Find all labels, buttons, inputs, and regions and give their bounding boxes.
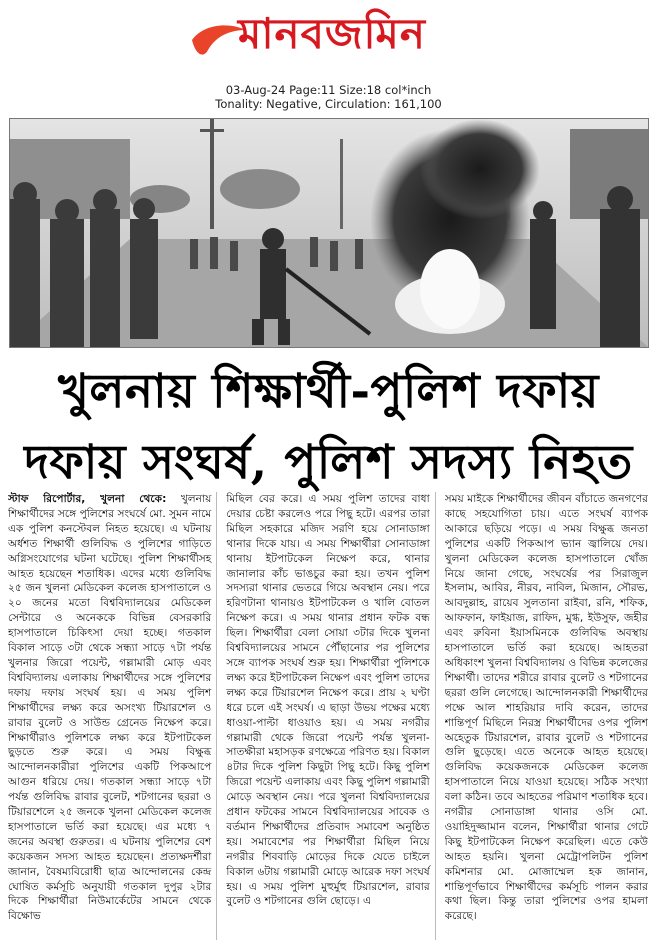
tonality-circulation: Tonality: Negative, Circulation: 161,100 <box>215 97 442 111</box>
headline-line-2: দফায় সংঘর্ষ, পুলিশ সদস্য নিহত <box>24 435 633 490</box>
article-body <box>8 492 648 940</box>
headline <box>6 356 651 498</box>
byline: স্টাফ রিপোর্টার, খুলনা থেকে: <box>8 493 167 505</box>
masthead <box>0 0 657 111</box>
news-photo <box>9 118 649 348</box>
headline-line-1: খুলনায় শিক্ষার্থী-পুলিশ দফায় <box>58 364 599 419</box>
article-text-2: মিছিল বের করে। এ সময় পুলিশ তাদের বাধা দেয়ার চেষ্টা করলেও পরে পিছু হটে। এরপর তারা মিছিল সহকারে মজিদ সরণি হয়ে সোনাডাঙ্গা থানার দিকে যায়। এ সময় শিক্ষার্থীরা সোনাডাঙ্গা থানায় ইটপাটকেল নিক্ষেপ করে, থানার জানালার কাঁচ ভাঙচুর করা হয়। তখন পুলিশ সদস্যরা থানার ভেতরে গিয়ে অবস্থান নেয়। পরে হরিণটানা থানায়ও ইটপাটকেল ও খালি বোতল নিক্ষেপ করে। এ সময় থানার প্রধান ফটক বন্ধ ছিল। শিক্ষার্থীরা বেলা সোয়া ৩টার দিকে খুলনা বিশ্ববিদ্যালয়ের সামনে পৌঁছানোর পর পুলিশের সঙ্গে ব্যাপক সংঘর্ষ শুরু হয়। শিক্ষার্থীরা পুলিশকে লক্ষ্য করে ইটপাটকেল নিক্ষেপ এবং পুলিশ তাদের লক্ষ্য করে টিয়ারশেল নিক্ষেপ করে। প্রায় ২ ঘণ্টা ধরে চলে এই সংঘর্ষ। এ ছাড়া উভয় পক্ষের মধ্যে ধাওয়া-পাল্টা ধাওয়াও হয়। এ সময় নগরীর গল্লামারী থেকে জিরো পয়েন্ট পর্যন্ত খুলনা-সাতক্ষীরা মহাসড়ক রণক্ষেত্রে পরিণত হয়। বিকাল ৪টার দিকে পুলিশ কিছুটা পিছু হটে। কিছু পুলিশ জিরো পয়েন্ট এলাকায় এবং কিছু পুলিশ গল্লামারী মোড়ে অবস্থান নেয়। পরে খুলনা বিশ্ববিদ্যালয়ের প্রধান ফটকের সামনে বিশ্ববিদ্যালয়ের সাবেক ও বর্তমান শিক্ষার্থীদের প্রতিবাদ সমাবেশ অনুষ্ঠিত হয়। সমাবেশের পর শিক্ষার্থীরা মিছিল নিয়ে নগরীর শিববাড়ি মোড়ের দিকে যেতে চাইলে বিকাল ৬টায় গল্লামারী মোড়ে আরেক দফা সংঘর্ষ হয়। এ সময় পুলিশ মুহুর্মুহু টিয়ারশেল, রাবার বুলেট ও শটগানের গুলি ছোড়ে। এ <box>226 493 430 908</box>
newspaper-logo: মানবজমিন <box>238 9 426 58</box>
article-column-2 <box>226 492 435 940</box>
article-text-3: সময় মাইকে শিক্ষার্থীদের জীবন বাঁচাতে জনগণের কাছে সহযোগিতা চায়। এতে সংঘর্ষ ব্যাপক আকারে ছড়িয়ে পড়ে। এ সময় বিক্ষুব্ধ জনতা পুলিশের একটি পিকআপ ভ্যান জ্বালিয়ে দেয়। খুলনা মেডিকেল কলেজ হাসপাতালে খোঁজ নিয়ে জানা গেছে, সংঘর্ষের পর সিরাজুল ইসলাম, আবির, নীরব, নাবিল, মিজান, সৌরভ, আবদুল্লাহ, রায়েব সুলতানা রাইবা, রনি, শফিক, আফফান, ফাইয়াজ, রাফিদ, মুগ্ধ, ইউসুফ, জহীর এবং রুবিনা ইয়াসমিনকে গুলিবিদ্ধ অবস্থায় হাসপাতালে ভর্তি করা হয়েছে। আহতরা অধিকাংশ খুলনা বিশ্ববিদ্যালয় ও বিভিন্ন কলেজের শিক্ষার্থী। তাদের শরীরে রাবার বুলেট ও শটগানের ছররা গুলি লেগেছে। আন্দোলনকারী শিক্ষার্থীদের পক্ষে আল শাহরিয়ার দাবি করেন, তাদের শান্তিপূর্ণ মিছিলে নিরস্ত্র শিক্ষার্থীদের ওপর পুলিশ অহেতুক টিয়ারশেল, রাবার বুলেট ও শটগানের গুলি ছুড়েছে। এতে অনেকে আহত হয়েছে। গুলিবিদ্ধ কয়েকজনকে মেডিকেল কলেজ হাসপাতালে নিয়ে যাওয়া হয়েছে। সঠিক সংখ্যা বলা কঠিন। তবে আহতের পরিমাণ শতাধিক হবে। নগরীর সোনাডাঙ্গা থানার ওসি মো. ওয়াহিদুজ্জামান বলেন, শিক্ষার্থীরা থানার গেটে কিছু ইটপাটকেল নিক্ষেপ করেছিল। এতে কেউ আহত হয়নি। খুলনা মেট্রোপলিটন পুলিশ কমিশনার মো. মোজাম্মেল হক জানান, শান্তিপূর্ণভাবে শিক্ষার্থীদের কর্মসূচি পালন করার কথা ছিল। কিন্তু তারা পুলিশের ওপর হামলা করেছে। <box>444 493 648 923</box>
article-text-1: খুলনায় শিক্ষার্থীদের সঙ্গে পুলিশের সংঘর্ষে মো. সুমন নামে এক পুলিশ কনস্টেবল নিহত হয়েছে। এ ঘটনায় অর্ধশত শিক্ষার্থী গুলিবিদ্ধ ও পুলিশের গাড়িতে অগ্নিসংযোগের ঘটনা ঘটেছে। পুলিশ শিক্ষার্থীসহ আহত হয়েছেন শতাধিক। এদের মধ্যে গুলিবিদ্ধ ২৫ জন খুলনা মেডিকেল কলেজ হাসপাতালে ও ২০ জনের মতো বিশ্ববিদ্যালয়ের মেডিকেল সেন্টারে ও অনেককে বিভিন্ন বেসরকারি হাসপাতালে চিকিৎসা দেয়া হচ্ছে। গতকাল বিকাল সাড়ে ৩টা থেকে সন্ধ্যা সাড়ে ৭টা পর্যন্ত খুলনার জিরো পয়েন্ট, গল্লামারী মোড় এবং বিশ্ববিদ্যালয় এলাকায় শিক্ষার্থীদের সঙ্গে পুলিশের দফায় দফায় সংঘর্ষ হয়। এ সময় পুলিশ শিক্ষার্থীদের লক্ষ্য করে অসংখ্য টিয়ারশেল ও রাবার বুলেট ও সাউন্ড গ্রেনেড নিক্ষেপ করে। শিক্ষার্থীরাও পুলিশকে লক্ষ্য করে ইটপাটকেল ছুড়তে শুরু করে। এ সময় বিক্ষুব্ধ আন্দোলনকারীরা পুলিশের একটি পিকআপে আগুন ধরিয়ে দেয়। গতকাল সন্ধ্যা সাড়ে ৭টা পর্যন্ত গুলিবিদ্ধ রাবার বুলেট, শটগানের ছররা ও টিয়ারশেলে ২৫ জনকে খুলনা মেডিকেল কলেজ হাসপাতালে ভর্তি করা হয়েছে। এর মধ্যে ৭ জনের অবস্থা গুরুতর। এ ঘটনায় পুলিশের বেশ কয়েকজন সদস্য আহত হয়েছেন। প্রত্যক্ষদর্শীরা জানান, বৈষম্যবিরোধী ছাত্র আন্দোলনের কেন্দ্র ঘোষিত কর্মসূচি অনুযায়ী গতকাল দুপুর ২টার দিকে শিক্ষার্থীরা নিউমার্কেটের সামনে থেকে বিক্ষোভ <box>8 493 212 923</box>
article-column-3 <box>445 492 648 940</box>
news-photo-icon <box>10 119 648 347</box>
date-page-size: 03-Aug-24 Page:11 Size:18 col*inch <box>225 83 432 97</box>
article-column-1 <box>8 492 217 940</box>
